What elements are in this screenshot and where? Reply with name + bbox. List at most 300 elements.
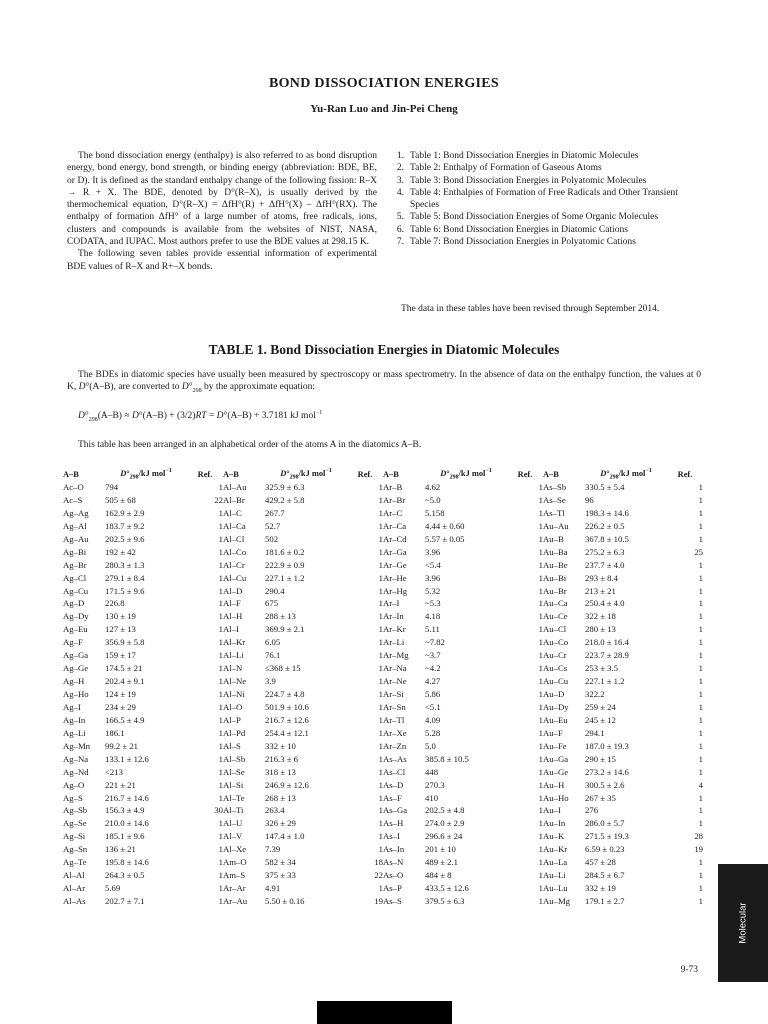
ref-cell: 1: [218, 520, 223, 531]
ref-cell: 1: [698, 701, 703, 712]
energy-cell: 254.4 ± 12.1: [265, 727, 309, 738]
bond-cell: Au–Ce: [543, 611, 568, 622]
ref-cell: 1: [698, 482, 703, 492]
table-row: [63, 649, 703, 662]
energy-cell: ~5.0: [425, 494, 441, 505]
ref-cell: 1: [378, 701, 383, 712]
ref-cell: 1: [538, 727, 543, 738]
ref-cell: 1: [538, 689, 543, 699]
toc-item-text: Table 5: Bond Dissociation Energies of Some Organic Molecules: [410, 212, 659, 223]
toc-item: [390, 187, 700, 212]
ref-cell: 4: [698, 779, 703, 790]
ref-cell: 1: [218, 857, 223, 868]
energy-cell: 192 ± 42: [105, 546, 136, 557]
column-header-ref: Ref.: [197, 469, 213, 479]
ref-cell: 28: [694, 831, 703, 842]
bond-cell: Au–Ga: [543, 753, 569, 764]
energy-cell: 96: [585, 494, 594, 505]
bond-cell: Ag–Sn: [63, 844, 88, 855]
ref-cell: 1: [218, 546, 223, 557]
ref-cell: 1: [698, 883, 703, 894]
bond-cell: Al–V: [223, 831, 243, 842]
bond-cell: Ac–S: [63, 494, 83, 505]
ref-cell: 1: [538, 831, 543, 842]
ref-cell: 1: [378, 546, 383, 557]
toc-item-number: 7.: [396, 237, 404, 248]
ref-cell: 1: [218, 637, 223, 648]
ref-cell: 1: [378, 533, 383, 544]
energy-cell: 433.5 ± 12.6: [425, 883, 469, 894]
table-row: [63, 610, 703, 623]
ref-cell: 1: [538, 805, 543, 816]
energy-cell: 5.50 ± 0.16: [265, 896, 305, 906]
bond-cell: Ar–Xe: [383, 727, 407, 738]
bond-cell: Al–N: [223, 663, 243, 674]
energy-cell: 4.18: [425, 611, 441, 622]
ref-cell: 22: [214, 494, 223, 505]
energy-cell: 502: [265, 533, 279, 544]
energy-cell: 226.8: [105, 598, 125, 609]
bond-cell: Au–D: [543, 689, 565, 699]
ref-cell: 1: [538, 779, 543, 790]
ref-cell: 1: [218, 507, 223, 518]
table-row: [63, 727, 703, 740]
bond-cell: Al–Co: [223, 546, 247, 557]
bond-cell: As–Tl: [543, 507, 565, 518]
energy-cell: 5.158: [425, 507, 445, 518]
bond-cell: As–P: [383, 883, 402, 894]
table-row: [63, 804, 703, 817]
toc-item: [390, 162, 700, 174]
ref-cell: 1: [218, 663, 223, 674]
bond-cell: As–In: [383, 844, 405, 855]
energy-cell: 296.6 ± 24: [425, 831, 463, 842]
bond-cell: As–I: [383, 831, 400, 842]
ref-cell: 1: [698, 585, 703, 596]
column-header-value: $D^\circ_{298}/kJ$ mol$^{-1}$: [440, 467, 492, 481]
energy-cell: 187.0 ± 19.3: [585, 740, 629, 751]
column-header-value: $D^\circ_{298}/kJ$ mol$^{-1}$: [280, 467, 332, 481]
bond-cell: Ag–Mn: [63, 740, 91, 751]
table-row: [63, 623, 703, 636]
ref-cell: 1: [538, 650, 543, 661]
energy-cell: 218.0 ± 16.4: [585, 637, 629, 648]
ref-cell: 1: [218, 650, 223, 661]
ref-cell: 1: [538, 520, 543, 531]
bond-cell: Ag–S: [63, 792, 83, 803]
bond-cell: Al–Sb: [223, 753, 246, 764]
ref-cell: 1: [218, 740, 223, 751]
ref-cell: 1: [698, 611, 703, 622]
section-tab: [718, 864, 768, 982]
energy-cell: 267.7: [265, 507, 285, 518]
energy-cell: 367.8 ± 10.5: [585, 533, 629, 544]
toc-item-text: Table 1: Bond Dissociation Energies in Diatomic Molecules: [410, 151, 639, 161]
bond-cell: Ag–O: [63, 779, 85, 790]
ref-cell: 1: [218, 624, 223, 635]
energy-cell: 216.7 ± 12.6: [265, 714, 309, 725]
energy-cell: 4.09: [425, 714, 441, 725]
energy-cell: 288 ± 13: [265, 611, 296, 622]
bond-cell: Au–Cu: [543, 676, 569, 687]
energy-cell: 284.5 ± 6.7: [585, 870, 625, 881]
bond-cell: Al–F: [223, 598, 241, 609]
toc-item-number: 6.: [396, 224, 404, 235]
bond-cell: Ar–Ge: [383, 559, 407, 570]
bond-cell: Ac–O: [63, 482, 84, 492]
energy-cell: 7.39: [265, 844, 281, 855]
ref-cell: 1: [698, 870, 703, 881]
bond-cell: Ar–Ne: [383, 676, 407, 687]
energy-cell: 245 ± 12: [585, 714, 616, 725]
ref-cell: 1: [218, 482, 223, 492]
bond-cell: Al–Au: [223, 482, 247, 492]
energy-cell: 259 ± 24: [585, 701, 616, 712]
energy-cell: 223.7 ± 28.9: [585, 650, 629, 661]
ref-cell: 1: [698, 766, 703, 777]
bond-cell: Al–Kr: [223, 637, 246, 648]
ref-cell: 1: [538, 766, 543, 777]
energy-cell: 322 ± 18: [585, 611, 616, 622]
bond-cell: Am–S: [223, 870, 246, 881]
ref-cell: 1: [538, 753, 543, 764]
energy-cell: 159 ± 17: [105, 650, 136, 661]
bond-cell: Au–In: [543, 818, 566, 829]
bond-cell: Ag–F: [63, 637, 83, 648]
toc-item-text: Table 6: Bond Dissociation Energies in Diatomic Cations: [410, 224, 628, 235]
energy-cell: 224.7 ± 4.8: [265, 689, 305, 699]
energy-cell: 6.05: [265, 637, 281, 648]
energy-cell: 375 ± 33: [265, 870, 296, 881]
energy-cell: 270.3: [425, 779, 445, 790]
table-row: [63, 481, 703, 494]
energy-cell: 5.28: [425, 727, 441, 738]
bond-cell: Ag–Ge: [63, 663, 89, 674]
energy-cell: 202.5 ± 4.8: [425, 805, 465, 816]
bond-cell: Ar–Si: [383, 689, 404, 699]
bond-cell: Au–I: [543, 805, 561, 816]
revision-note: The data in these tables have been revised through September 2014.: [401, 304, 660, 314]
table-row: [63, 559, 703, 572]
bond-cell: Ar–Na: [383, 663, 407, 674]
energy-cell: 268 ± 13: [265, 792, 296, 803]
toc-item: [390, 224, 700, 236]
bond-cell: Ag–Ga: [63, 650, 89, 661]
ref-cell: 1: [698, 559, 703, 570]
column-header-ab: A–B: [383, 469, 399, 479]
energy-cell: 501.9 ± 10.6: [265, 701, 309, 712]
bond-cell: Ar–Sn: [383, 701, 406, 712]
ref-cell: 1: [378, 598, 383, 609]
bond-cell: Ar–I: [383, 598, 400, 609]
bond-cell: As–Se: [543, 494, 566, 505]
ref-cell: 1: [538, 740, 543, 751]
ref-cell: 1: [538, 844, 543, 855]
bond-cell: Au–Cr: [543, 650, 567, 661]
bond-cell: Ar–He: [383, 572, 407, 583]
bond-cell: As–O: [383, 870, 404, 881]
table-title: TABLE 1. Bond Dissociation Energies in Diatomic Molecules: [208, 342, 560, 357]
ref-cell: 1: [698, 676, 703, 687]
table-row: [63, 817, 703, 830]
energy-cell: 489 ± 2.1: [425, 857, 459, 868]
toc-item-text: Table 2: Enthalpy of Formation of Gaseous Atoms: [410, 163, 602, 174]
ref-cell: 18: [374, 857, 383, 868]
bond-cell: Au–B: [543, 533, 564, 544]
energy-cell: ~3.7: [425, 650, 441, 661]
ref-cell: 1: [378, 714, 383, 725]
energy-cell: 133.1 ± 12.6: [105, 753, 149, 764]
ref-cell: 1: [378, 766, 383, 777]
bond-cell: Ar–B: [383, 482, 403, 492]
footer-bar: [317, 1001, 452, 1024]
energy-cell: 429.2 ± 5.8: [265, 494, 305, 505]
table-row: [63, 843, 703, 856]
energy-cell: 457 ± 28: [585, 857, 616, 868]
ref-cell: 1: [538, 857, 543, 868]
bond-cell: Ag–Nd: [63, 766, 89, 777]
ref-cell: 1: [218, 585, 223, 596]
ref-cell: 1: [378, 482, 383, 492]
bond-cell: Ar–Tl: [383, 714, 405, 725]
ref-cell: 1: [378, 624, 383, 635]
table-row: [63, 895, 703, 908]
bond-cell: Au–Li: [543, 870, 566, 881]
bond-cell: Ag–Ho: [63, 689, 89, 699]
intro-paragraph-2: The following seven tables provide essential information of experimental BDE values of R–X and R+–X bonds.: [67, 249, 377, 272]
energy-cell: 273.2 ± 14.6: [585, 766, 629, 777]
energy-cell: <5.1: [425, 701, 441, 712]
bond-cell: As–N: [383, 857, 404, 868]
energy-cell: 484 ± 8: [425, 870, 452, 881]
bond-cell: Al–As: [63, 896, 86, 906]
bond-cell: As–H: [383, 818, 404, 829]
ref-cell: 1: [538, 482, 543, 492]
energy-cell: 276: [585, 805, 599, 816]
energy-cell: 300.5 ± 2.6: [585, 779, 625, 790]
toc-item-number: 2.: [396, 163, 404, 174]
table-row: [63, 546, 703, 559]
table-row: [63, 714, 703, 727]
bond-cell: Al–O: [223, 701, 243, 712]
ref-cell: 1: [218, 844, 223, 855]
bond-cell: As–As: [383, 753, 407, 764]
ref-cell: 1: [378, 507, 383, 518]
energy-cell: 234 ± 29: [105, 701, 136, 712]
ref-cell: 1: [538, 792, 543, 803]
bond-cell: Al–Pd: [223, 727, 246, 738]
energy-cell: 147.4 ± 1.0: [265, 831, 305, 842]
energy-cell: 186.1: [105, 727, 125, 738]
energy-cell: 127 ± 13: [105, 624, 136, 635]
ref-cell: 1: [218, 676, 223, 687]
table-row: [63, 636, 703, 649]
bond-cell: Au–H: [543, 779, 565, 790]
energy-cell: 4.62: [425, 482, 441, 492]
energy-cell: 3.9: [265, 676, 276, 687]
energy-cell: 4.91: [265, 883, 281, 894]
bond-cell: Al–Cr: [223, 559, 245, 570]
energy-cell: 410: [425, 792, 439, 803]
energy-cell: 210.0 ± 14.6: [105, 818, 149, 829]
bond-cell: Au–Ho: [543, 792, 569, 803]
bond-cell: Au–La: [543, 857, 568, 868]
ref-cell: 1: [538, 883, 543, 894]
energy-cell: 332 ± 10: [265, 740, 296, 751]
ref-cell: 1: [538, 598, 543, 609]
energy-cell: 171.5 ± 9.6: [105, 585, 145, 596]
toc-item: [390, 236, 700, 248]
energy-cell: 385.8 ± 10.5: [425, 753, 469, 764]
bond-cell: Ag–Dy: [63, 611, 89, 622]
bond-cell: As–Cl: [383, 766, 406, 777]
bond-cell: As–S: [383, 896, 402, 906]
ref-cell: 1: [378, 753, 383, 764]
energy-cell: 3.96: [425, 572, 441, 583]
bond-cell: As–Sb: [543, 482, 567, 492]
energy-cell: 267 ± 35: [585, 792, 616, 803]
table-row: [63, 585, 703, 598]
table-row: [63, 572, 703, 585]
energy-cell: 227.1 ± 1.2: [265, 572, 305, 583]
ref-cell: 1: [538, 663, 543, 674]
bond-cell: Au–Dy: [543, 701, 569, 712]
energy-cell: 216.7 ± 14.6: [105, 792, 149, 803]
bond-cell: Al–D: [223, 585, 243, 596]
table-intro: The BDEs in diatomic species have usually been measured by spectroscopy or mass spectrometry. In the absence of data on the enthalpy function, the values at 0 K, D°(A–B), are converted to $D^\circ_{298}$ by the approximate equation:: [67, 370, 701, 395]
bond-cell: Ag–Li: [63, 727, 86, 738]
bond-cell: Au–Bi: [543, 572, 567, 583]
ref-cell: 1: [698, 572, 703, 583]
ref-cell: 1: [378, 494, 383, 505]
page-number: 9-73: [680, 965, 698, 975]
bond-cell: Al–U: [223, 818, 243, 829]
energy-cell: 5.0: [425, 740, 436, 751]
energy-cell: ~4.2: [425, 663, 441, 674]
bond-cell: Au–Ca: [543, 598, 568, 609]
ref-cell: 1: [218, 611, 223, 622]
table-row: [63, 507, 703, 520]
energy-cell: <213: [105, 766, 123, 777]
ref-cell: 1: [538, 637, 543, 648]
table-of-contents: [390, 150, 700, 248]
bond-cell: Ar–Kr: [383, 624, 406, 635]
ref-cell: 1: [698, 637, 703, 648]
ref-cell: 1: [698, 805, 703, 816]
ref-cell: 1: [538, 572, 543, 583]
bond-cell: Ag–Cu: [63, 585, 89, 596]
bond-cell: Ag–Ag: [63, 507, 89, 518]
ref-cell: 1: [218, 559, 223, 570]
energy-cell: 5.57 ± 0.05: [425, 533, 465, 544]
energy-cell: 332 ± 19: [585, 883, 616, 894]
bond-cell: Au–Fe: [543, 740, 567, 751]
intro-paragraph-1: The bond dissociation energy (enthalpy) is also referred to as bond disruption energy, bond energy, bond strength, or binding energy (abbreviation: BDE, BE, or D). It is defined as the standard enthalpy change of the following fission: R–X → R + X. The BDE, denoted by D°(R–X), is usually derived by the thermochemical equation, D°(R–X) = ΔfH°(R) + ΔfH°(X) – ΔfH°(RX). The enthalpy of formation ΔfH° of a large number of atoms, free radicals, ions, clusters and compounds is available from the websites of NIST, NASA, CODATA, and IUPAC. Most authors prefer to use the BDE values at 298.15 K.: [67, 151, 377, 248]
energy-cell: 227.1 ± 1.2: [585, 676, 625, 687]
bond-cell: Al–Cu: [223, 572, 247, 583]
ref-cell: 1: [218, 572, 223, 583]
bond-cell: Au–K: [543, 831, 565, 842]
ref-cell: 1: [538, 870, 543, 881]
energy-cell: 3.96: [425, 546, 441, 557]
ref-cell: 1: [378, 818, 383, 829]
bond-cell: Ag–Si: [63, 831, 86, 842]
authors: Yu-Ran Luo and Jin-Pei Cheng: [310, 103, 458, 115]
toc-item: [390, 211, 700, 223]
toc-item-number: 4.: [396, 187, 404, 198]
ref-cell: 1: [538, 611, 543, 622]
ref-cell: 1: [378, 663, 383, 674]
energy-cell: 179.1 ± 2.7: [585, 896, 625, 906]
bond-cell: Ag–Te: [63, 857, 87, 868]
ref-cell: 1: [698, 740, 703, 751]
bond-cell: Au–Br: [543, 585, 567, 596]
energy-cell: 201 ± 10: [425, 844, 456, 855]
energy-cell: ≤368 ± 15: [265, 663, 301, 674]
ref-cell: 1: [538, 494, 543, 505]
table-row: [63, 597, 703, 610]
energy-cell: 156.3 ± 4.9: [105, 805, 145, 816]
energy-cell: ~5.3: [425, 598, 441, 609]
bond-cell: Al–Ni: [223, 689, 245, 699]
energy-cell: 202.7 ± 7.1: [105, 896, 145, 906]
ref-cell: 1: [698, 624, 703, 635]
energy-cell: 280.3 ± 1.3: [105, 559, 145, 570]
ref-cell: 1: [218, 598, 223, 609]
bond-cell: As–Ga: [383, 805, 408, 816]
energy-cell: 318 ± 13: [265, 766, 296, 777]
energy-cell: 99.2 ± 21: [105, 740, 139, 751]
bond-cell: Ag–Al: [63, 520, 87, 531]
ref-cell: 1: [218, 753, 223, 764]
ref-cell: 1: [698, 663, 703, 674]
ref-cell: 1: [698, 689, 703, 699]
bond-cell: Ar–Li: [383, 637, 405, 648]
energy-cell: 322.2: [585, 689, 605, 699]
energy-cell: 76.1: [265, 650, 281, 661]
bond-cell: Al–C: [223, 507, 242, 518]
ref-cell: 1: [378, 740, 383, 751]
ref-cell: 1: [378, 792, 383, 803]
energy-cell: 202.4 ± 9.1: [105, 676, 145, 687]
energy-cell: 271.5 ± 19.3: [585, 831, 629, 842]
ref-cell: 1: [538, 624, 543, 635]
ref-cell: 1: [218, 779, 223, 790]
bond-cell: Al–Ne: [223, 676, 247, 687]
ref-cell: 1: [698, 896, 703, 906]
table-row: [63, 753, 703, 766]
ref-cell: 1: [218, 701, 223, 712]
ref-cell: 1: [538, 533, 543, 544]
energy-cell: 330.5 ± 5.4: [585, 482, 625, 492]
ref-cell: 1: [218, 870, 223, 881]
ref-cell: 1: [378, 831, 383, 842]
bond-cell: Ag–In: [63, 714, 86, 725]
bond-cell: Ag–Bi: [63, 546, 87, 557]
column-header-value: $D^\circ_{298}/kJ$ mol$^{-1}$: [120, 467, 172, 481]
bond-cell: Al–I: [223, 624, 239, 635]
bond-cell: Ag–Br: [63, 559, 87, 570]
bond-cell: Al–P: [223, 714, 241, 725]
ref-cell: 1: [378, 689, 383, 699]
energy-cell: 162.9 ± 2.9: [105, 507, 145, 518]
energy-cell: 5.86: [425, 689, 441, 699]
energy-cell: 286.0 ± 5.7: [585, 818, 625, 829]
table-row: [63, 494, 703, 507]
energy-cell: 216.3 ± 6: [265, 753, 299, 764]
toc-item: [390, 175, 700, 187]
table-row: [63, 675, 703, 688]
